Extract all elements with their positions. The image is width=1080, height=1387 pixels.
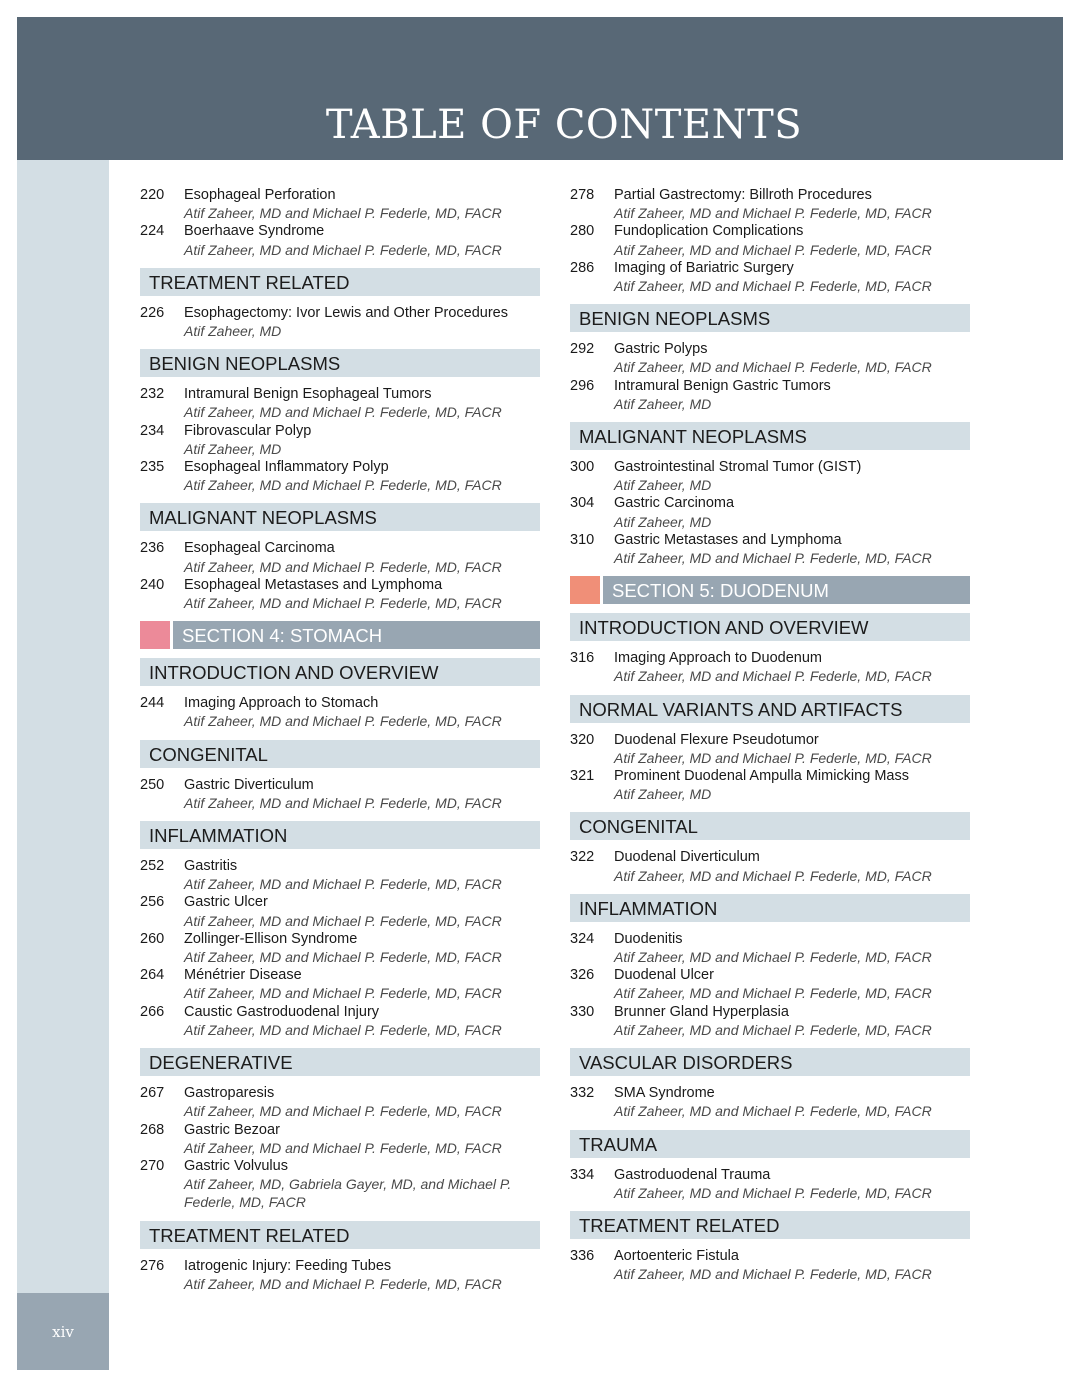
entry-page-number: 267 <box>140 1085 165 1102</box>
entry-authors: Atif Zaheer, MD and Michael P. Federle, MD, FACR <box>614 985 932 1002</box>
entry-authors: Atif Zaheer, MD and Michael P. Federle, MD, FACR <box>184 1139 502 1156</box>
entry-page-number: 266 <box>140 1003 165 1020</box>
toc-entry[interactable] <box>570 767 970 803</box>
entry-title: Gastric Carcinoma <box>614 495 735 512</box>
toc-entry[interactable] <box>570 1084 970 1120</box>
category-heading: TREATMENT RELATED <box>140 268 540 296</box>
toc-left-column <box>140 186 540 1293</box>
toc-entry[interactable] <box>140 776 540 812</box>
entry-text <box>614 1166 970 1202</box>
section-title: SECTION 4: STOMACH <box>173 621 540 649</box>
entry-title: Esophageal Inflammatory Polyp <box>184 459 389 476</box>
entry-authors: Atif Zaheer, MD <box>184 440 282 457</box>
entry-title: Esophageal Carcinoma <box>184 540 335 557</box>
entry-authors: Atif Zaheer, MD and Michael P. Federle, MD, FACR <box>614 205 932 222</box>
entry-text <box>614 186 970 222</box>
entry-page-number: 286 <box>570 259 595 276</box>
entry-title: Fibrovascular Polyp <box>184 422 312 439</box>
category-heading: CONGENITAL <box>140 740 540 768</box>
entry-authors: Atif Zaheer, MD and Michael P. Federle, MD, FACR <box>614 949 932 966</box>
entry-page-number: 304 <box>570 495 595 512</box>
entry-text <box>614 767 970 803</box>
category-heading: MALIGNANT NEOPLASMS <box>140 503 540 531</box>
entry-text <box>614 848 970 884</box>
entry-page-number: 235 <box>140 459 165 476</box>
entry-page-number: 220 <box>140 187 165 203</box>
entry-title: Caustic Gastroduodenal Injury <box>184 1003 380 1020</box>
entry-page-number: 224 <box>140 223 165 240</box>
entry-text <box>184 304 540 340</box>
entry-text <box>184 893 540 929</box>
entry-title: Duodenal Flexure Pseudotumor <box>614 731 819 748</box>
entry-text <box>184 966 540 1002</box>
toc-entry[interactable] <box>140 576 540 612</box>
entry-title: Gastric Volvulus <box>184 1157 288 1174</box>
toc-entry[interactable] <box>570 259 970 295</box>
category-heading: INTRODUCTION AND OVERVIEW <box>140 658 540 686</box>
entry-title: Iatrogenic Injury: Feeding Tubes <box>184 1257 392 1274</box>
entry-authors: Atif Zaheer, MD and Michael P. Federle, MD, FACR <box>184 1021 502 1038</box>
entry-authors: Atif Zaheer, MD and Michael P. Federle, MD, FACR <box>184 985 502 1002</box>
entry-page-number: 268 <box>140 1121 165 1138</box>
entry-authors: Atif Zaheer, MD and Michael P. Federle, MD, FACR <box>184 794 502 811</box>
entry-page-number: 316 <box>570 650 595 667</box>
category-heading: VASCULAR DISORDERS <box>570 1048 970 1076</box>
entry-authors: Atif Zaheer, MD <box>614 786 712 803</box>
entry-text <box>184 776 540 812</box>
entry-title: Esophagectomy: Ivor Lewis and Other Procedures <box>184 304 508 321</box>
entry-page-number: 336 <box>570 1247 595 1264</box>
entry-page-number: 320 <box>570 731 595 748</box>
entry-page-number: 252 <box>140 858 165 875</box>
entry-authors: Atif Zaheer, MD and Michael P. Federle, MD, FACR <box>614 1184 932 1201</box>
category-heading: INFLAMMATION <box>140 821 540 849</box>
toc-entry[interactable] <box>140 385 540 421</box>
entry-text <box>614 377 970 413</box>
entry-title: SMA Syndrome <box>614 1085 715 1102</box>
toc-entry[interactable] <box>570 377 970 413</box>
toc-entry[interactable] <box>140 1121 540 1157</box>
entry-title: Imaging Approach to Duodenum <box>614 650 822 667</box>
page-title: TABLE OF CONTENTS <box>325 102 803 148</box>
toc-entry[interactable] <box>140 1157 540 1212</box>
entry-text <box>614 1003 970 1039</box>
entry-text <box>184 1257 540 1293</box>
entry-title: Imaging Approach to Stomach <box>184 695 379 712</box>
toc-entry[interactable] <box>570 649 970 685</box>
category-heading: INTRODUCTION AND OVERVIEW <box>570 613 970 641</box>
toc-entry[interactable] <box>570 1003 970 1039</box>
page-number: xiv <box>52 1323 74 1341</box>
entry-title: Gastric Polyps <box>614 341 708 358</box>
entry-page-number: 260 <box>140 930 165 947</box>
entry-text <box>614 222 970 258</box>
toc-entry[interactable] <box>570 731 970 767</box>
section-title: SECTION 5: DUODENUM <box>603 576 970 604</box>
entry-title: Ménétrier Disease <box>184 967 302 984</box>
entry-authors: Atif Zaheer, MD <box>614 513 712 530</box>
toc-entry[interactable] <box>140 893 540 929</box>
entry-page-number: 334 <box>570 1166 595 1183</box>
toc-entry[interactable] <box>140 966 540 1002</box>
toc-entry[interactable] <box>570 186 970 222</box>
entry-authors: Atif Zaheer, MD, Gabriela Gayer, MD, and Michael P. Federle, MD, FACR <box>184 1176 512 1211</box>
entry-page-number: 278 <box>570 187 595 203</box>
entry-page-number: 330 <box>570 1003 595 1020</box>
entry-page-number: 321 <box>570 768 595 785</box>
entry-title: Intramural Benign Gastric Tumors <box>614 377 831 394</box>
entry-authors: Atif Zaheer, MD and Michael P. Federle, MD, FACR <box>614 278 932 295</box>
toc-entry[interactable] <box>140 539 540 575</box>
entry-page-number: 332 <box>570 1085 595 1102</box>
entry-page-number: 264 <box>140 967 165 984</box>
toc-entry[interactable] <box>570 458 970 494</box>
category-heading: BENIGN NEOPLASMS <box>140 349 540 377</box>
entry-title: Gastric Ulcer <box>184 894 268 911</box>
entry-text <box>614 649 970 685</box>
toc-entry[interactable] <box>570 531 970 567</box>
entry-page-number: 326 <box>570 967 595 984</box>
entry-title: Esophageal Metastases and Lymphoma <box>184 576 443 593</box>
entry-page-number: 300 <box>570 459 595 476</box>
entry-page-number: 236 <box>140 540 165 557</box>
entry-title: Boerhaave Syndrome <box>184 223 325 240</box>
entry-page-number: 292 <box>570 341 595 358</box>
toc-entry[interactable] <box>140 422 540 458</box>
page-number-box <box>17 1293 109 1370</box>
entry-title: Duodenal Ulcer <box>614 967 714 984</box>
entry-authors: Atif Zaheer, MD and Michael P. Federle, MD, FACR <box>614 867 932 884</box>
category-heading: CONGENITAL <box>570 812 970 840</box>
toc-entry[interactable] <box>140 930 540 966</box>
page-header <box>17 17 1063 160</box>
category-heading: BENIGN NEOPLASMS <box>570 304 970 332</box>
entry-text <box>184 222 540 258</box>
entry-authors: Atif Zaheer, MD and Michael P. Federle, MD, FACR <box>184 1275 502 1292</box>
entry-title: Esophageal Perforation <box>184 187 336 203</box>
entry-text <box>184 857 540 893</box>
entry-authors: Atif Zaheer, MD and Michael P. Federle, MD, FACR <box>614 1103 932 1120</box>
entry-text <box>614 458 970 494</box>
section-color-marker <box>570 576 600 604</box>
entry-text <box>614 259 970 295</box>
toc-entry[interactable] <box>570 966 970 1002</box>
entry-page-number: 234 <box>140 422 165 439</box>
toc-entry[interactable] <box>140 1257 540 1293</box>
entry-title: Zollinger-Ellison Syndrome <box>184 930 358 947</box>
entry-page-number: 226 <box>140 304 165 321</box>
entry-title: Duodenal Diverticulum <box>614 849 760 866</box>
entry-title: Gastroduodenal Trauma <box>614 1166 771 1183</box>
category-heading: TREATMENT RELATED <box>140 1221 540 1249</box>
entry-text <box>184 1157 540 1212</box>
entry-page-number: 280 <box>570 223 595 240</box>
entry-authors: Atif Zaheer, MD and Michael P. Federle, MD, FACR <box>614 550 932 567</box>
entry-authors: Atif Zaheer, MD <box>614 477 712 494</box>
category-heading: MALIGNANT NEOPLASMS <box>570 422 970 450</box>
entry-title: Duodenitis <box>614 930 683 947</box>
entry-text <box>614 930 970 966</box>
entry-authors: Atif Zaheer, MD and Michael P. Federle, MD, FACR <box>184 558 502 575</box>
entry-page-number: 324 <box>570 930 595 947</box>
toc-entry[interactable] <box>140 222 540 258</box>
toc-entry[interactable] <box>570 930 970 966</box>
entry-title: Gastrointestinal Stromal Tumor (GIST) <box>614 459 862 476</box>
entry-authors: Atif Zaheer, MD and Michael P. Federle, MD, FACR <box>614 1021 932 1038</box>
category-heading: INFLAMMATION <box>570 894 970 922</box>
entry-authors: Atif Zaheer, MD and Michael P. Federle, MD, FACR <box>184 713 502 730</box>
category-heading: TRAUMA <box>570 1130 970 1158</box>
section-color-marker <box>140 621 170 649</box>
section-heading <box>140 621 540 649</box>
toc-entry[interactable] <box>140 857 540 893</box>
entry-page-number: 250 <box>140 776 165 793</box>
entry-authors: Atif Zaheer, MD and Michael P. Federle, MD, FACR <box>614 359 932 376</box>
toc-right-column <box>570 186 970 1283</box>
entry-title: Fundoplication Complications <box>614 223 804 240</box>
toc-entry[interactable] <box>140 458 540 494</box>
entry-title: Gastric Diverticulum <box>184 776 314 793</box>
entry-page-number: 296 <box>570 377 595 394</box>
category-heading: DEGENERATIVE <box>140 1048 540 1076</box>
entry-page-number: 322 <box>570 849 595 866</box>
entry-page-number: 244 <box>140 695 165 712</box>
toc-entry[interactable] <box>570 494 970 530</box>
entry-text <box>614 340 970 376</box>
entry-text <box>614 1247 970 1283</box>
entry-text <box>184 1121 540 1157</box>
entry-title: Prominent Duodenal Ampulla Mimicking Mass <box>614 768 909 785</box>
entry-authors: Atif Zaheer, MD and Michael P. Federle, MD, FACR <box>614 241 932 258</box>
entry-text <box>184 422 540 458</box>
entry-title: Intramural Benign Esophageal Tumors <box>184 386 432 403</box>
toc-entry[interactable] <box>140 1084 540 1120</box>
entry-text <box>614 1084 970 1120</box>
entry-title: Brunner Gland Hyperplasia <box>614 1003 789 1020</box>
entry-authors: Atif Zaheer, MD and Michael P. Federle, MD, FACR <box>184 241 502 258</box>
entry-authors: Atif Zaheer, MD and Michael P. Federle, MD, FACR <box>614 749 932 766</box>
entry-text <box>184 576 540 612</box>
entry-text <box>184 539 540 575</box>
side-strip <box>17 160 109 1293</box>
entry-authors: Atif Zaheer, MD and Michael P. Federle, MD, FACR <box>184 205 502 222</box>
toc-entry[interactable] <box>570 222 970 258</box>
entry-authors: Atif Zaheer, MD and Michael P. Federle, MD, FACR <box>184 912 502 929</box>
toc-entry[interactable] <box>570 340 970 376</box>
entry-page-number: 270 <box>140 1157 165 1174</box>
entry-page-number: 232 <box>140 386 165 403</box>
entry-text <box>614 494 970 530</box>
entry-title: Gastroparesis <box>184 1085 275 1102</box>
entry-authors: Atif Zaheer, MD and Michael P. Federle, MD, FACR <box>614 668 932 685</box>
entry-page-number: 256 <box>140 894 165 911</box>
entry-title: Aortoenteric Fistula <box>614 1247 739 1264</box>
entry-authors: Atif Zaheer, MD and Michael P. Federle, MD, FACR <box>614 1266 932 1283</box>
entry-text <box>184 186 540 222</box>
category-heading: TREATMENT RELATED <box>570 1211 970 1239</box>
toc-entry[interactable] <box>140 1003 540 1039</box>
entry-text <box>614 731 970 767</box>
entry-title: Gastric Metastases and Lymphoma <box>614 531 842 548</box>
entry-page-number: 240 <box>140 576 165 593</box>
toc-entry[interactable] <box>570 848 970 884</box>
entry-title: Gastritis <box>184 858 238 875</box>
entry-authors: Atif Zaheer, MD and Michael P. Federle, MD, FACR <box>184 1103 502 1120</box>
entry-page-number: 276 <box>140 1257 165 1274</box>
entry-text <box>184 458 540 494</box>
entry-authors: Atif Zaheer, MD and Michael P. Federle, MD, FACR <box>184 595 502 612</box>
entry-page-number: 310 <box>570 531 595 548</box>
toc-entry[interactable] <box>570 1166 970 1202</box>
entry-title: Gastric Bezoar <box>184 1121 280 1138</box>
entry-authors: Atif Zaheer, MD <box>614 395 712 412</box>
entry-text <box>184 1003 540 1039</box>
entry-text <box>184 694 540 730</box>
entry-authors: Atif Zaheer, MD and Michael P. Federle, MD, FACR <box>184 876 502 893</box>
toc-entry[interactable] <box>140 304 540 340</box>
entry-authors: Atif Zaheer, MD and Michael P. Federle, MD, FACR <box>184 477 502 494</box>
section-heading <box>570 576 970 604</box>
entry-title: Imaging of Bariatric Surgery <box>614 259 794 276</box>
entry-text <box>184 1084 540 1120</box>
entry-title: Partial Gastrectomy: Billroth Procedures <box>614 187 872 203</box>
category-heading: NORMAL VARIANTS AND ARTIFACTS <box>570 695 970 723</box>
entry-text <box>184 385 540 421</box>
entry-authors: Atif Zaheer, MD and Michael P. Federle, MD, FACR <box>184 404 502 421</box>
entry-text <box>614 531 970 567</box>
entry-text <box>184 930 540 966</box>
entry-authors: Atif Zaheer, MD and Michael P. Federle, MD, FACR <box>184 949 502 966</box>
entry-text <box>614 966 970 1002</box>
toc-entry[interactable] <box>140 694 540 730</box>
toc-entry[interactable] <box>140 186 540 222</box>
toc-entry[interactable] <box>570 1247 970 1283</box>
entry-authors: Atif Zaheer, MD <box>184 323 282 340</box>
